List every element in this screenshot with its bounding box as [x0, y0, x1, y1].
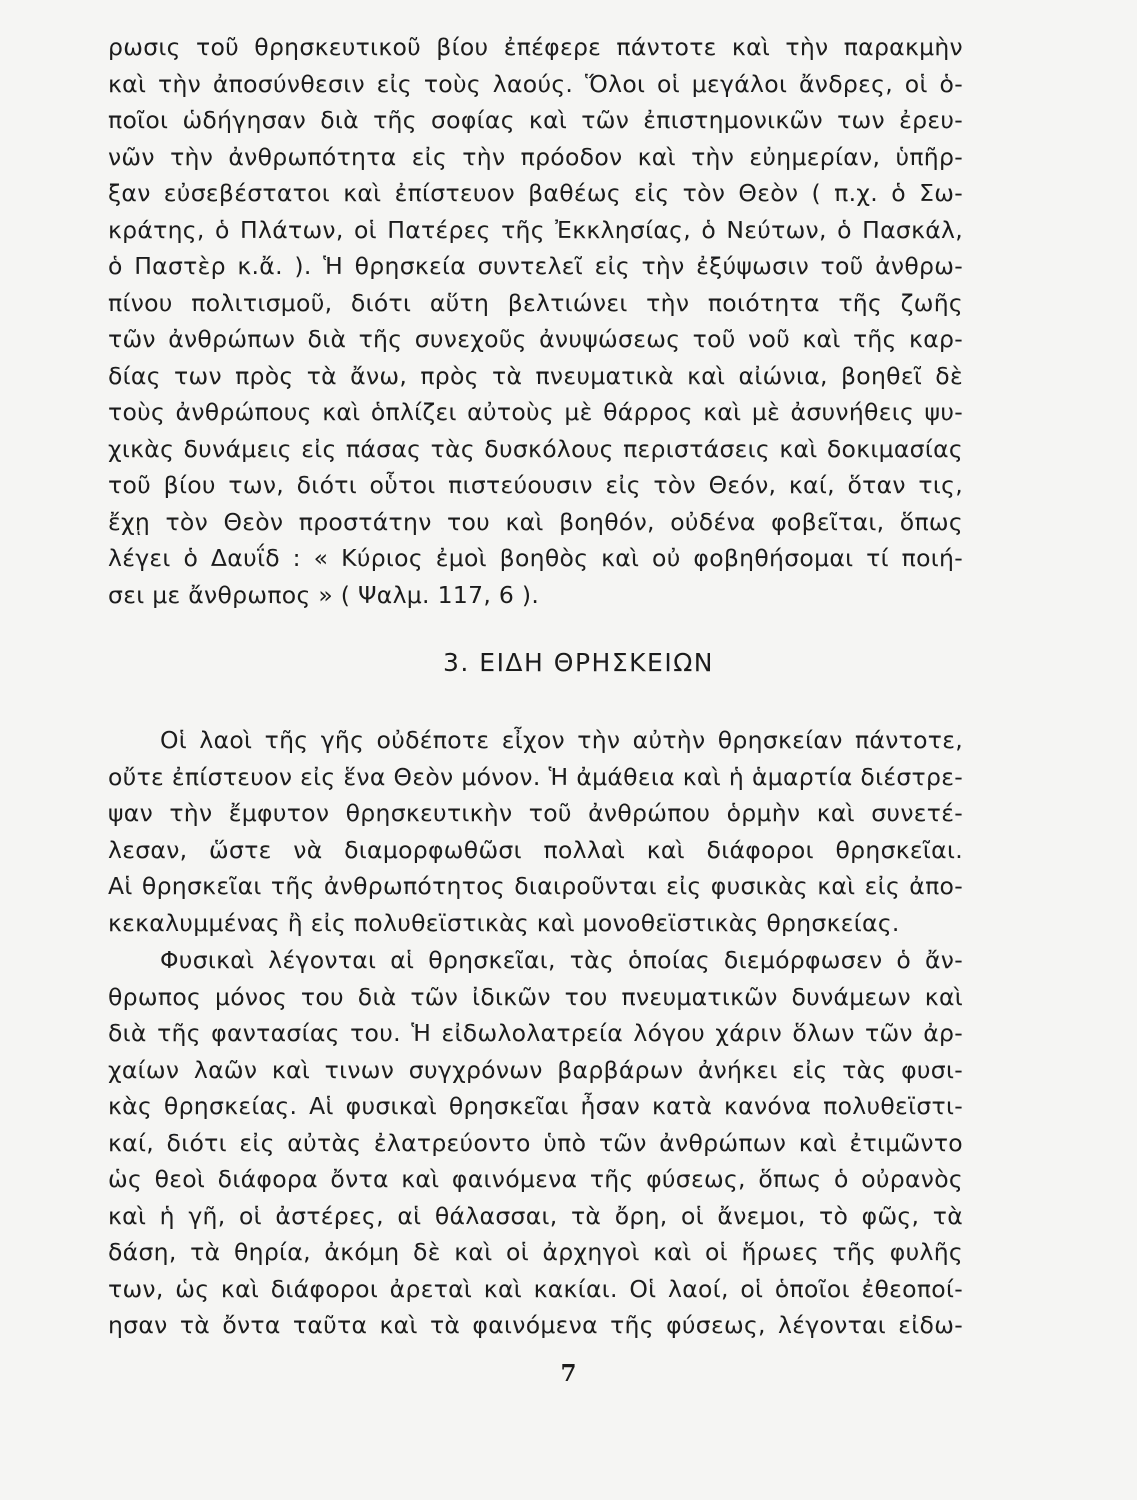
text-line: διὰ τῆς φαντασίας του. Ἡ εἰδωλολατρεία λόγου χάριν ὅλων τῶν ἀρ- — [108, 1019, 963, 1047]
text-line: νῶν τὴν ἀνθρωπότητα εἰς τὴν πρόοδον καὶ τὴν εὐημερίαν, ὑπῆρ- — [108, 142, 963, 171]
text-line: τοῦ βίου των, διότι οὗτοι πιστεύουσιν εἰς τὸν Θεόν, καί, ὅταν τις, — [108, 471, 963, 499]
text-line: ὁ Παστὲρ κ.ἄ. ). Ἡ θρησκεία συντελεῖ εἰς τὴν ἐξύψωσιν τοῦ ἀνθρω- — [108, 252, 963, 280]
text-line: των, ὡς καὶ διάφοροι ἀρεταὶ καὶ κακίαι. Οἱ λαοί, οἱ ὁποῖοι ἐθεοποί- — [108, 1274, 963, 1303]
text-line: Αἱ θρησκεῖαι τῆς ἀνθρωπότητος διαιροῦνται εἰς φυσικὰς καὶ εἰς ἀπο- — [108, 872, 963, 900]
page-number: 7 — [560, 1360, 577, 1387]
text-line: τῶν ἀνθρώπων διὰ τῆς συνεχοῦς ἀνυψώσεως τοῦ νοῦ καὶ τῆς καρ- — [108, 325, 963, 353]
text-line: καὶ τὴν ἀποσύνθεσιν εἰς τοὺς λαούς. Ὅλοι οἱ μεγάλοι ἄνδρες, οἱ ὁ- — [108, 69, 963, 98]
text-line: οὔτε ἐπίστευον εἰς ἕνα Θεὸν μόνον. Ἡ ἀμάθεια καὶ ἡ ἁμαρτία διέστρε- — [108, 762, 963, 791]
text-line: ψαν τὴν ἔμφυτον θρησκευτικὴν τοῦ ἀνθρώπου ὁρμὴν καὶ συνετέ- — [108, 799, 963, 827]
text-line: χαίων λαῶν καὶ τινων συγχρόνων βαρβάρων ἀνήκει εἰς τὰς φυσι- — [108, 1055, 963, 1084]
text-line: ρωσις τοῦ θρησκευτικοῦ βίου ἐπέφερε πάντοτε καὶ τὴν παρακμὴν — [108, 33, 963, 61]
text-line: τοὺς ἀνθρώπους καὶ ὁπλίζει αὐτοὺς μὲ θάρρος καὶ μὲ ἀσυνήθεις ψυ- — [108, 398, 963, 426]
text-line: σει με ἄνθρωπος » ( Ψαλμ. 117, 6 ). — [108, 580, 540, 609]
text-line: ὡς θεοὶ διάφορα ὄντα καὶ φαινόμενα τῆς φύσεως, ὅπως ὁ οὐρανὸς — [108, 1165, 963, 1193]
text-line: πίνου πολιτισμοῦ, διότι αὕτη βελτιώνει τὴν ποιότητα τῆς ζωῆς — [108, 288, 963, 317]
text-line: χικὰς δυνάμεις εἰς πάσας τὰς δυσκόλους περιστάσεις καὶ δοκιμασίας — [108, 434, 963, 463]
text-line: καί, διότι εἰς αὐτὰς ἐλατρεύοντο ὑπὸ τῶν ἀνθρώπων καὶ ἐτιμῶντο — [108, 1128, 963, 1157]
text-line: θρωπος μόνος του διὰ τῶν ἰδικῶν του πνευματικῶν δυνάμεων καὶ — [108, 982, 963, 1011]
text-line: λεσαν, ὥστε νὰ διαμορφωθῶσι πολλαὶ καὶ διάφοροι θρησκεῖαι. — [108, 835, 963, 864]
text-line: κὰς θρησκείας. Αἱ φυσικαὶ θρησκεῖαι ἦσαν κατὰ κανόνα πολυθεϊστι- — [108, 1092, 963, 1120]
text-line: ησαν τὰ ὄντα ταῦτα καὶ τὰ φαινόμενα τῆς φύσεως, λέγονται εἰδω- — [108, 1311, 963, 1339]
section-heading: 3. ΕΙΔΗ ΘΡΗΣΚΕΙΩΝ — [442, 648, 715, 677]
text-line: κράτης, ὁ Πλάτων, οἱ Πατέρες τῆς Ἐκκλησίας, ὁ Νεύτων, ὁ Πασκάλ, — [108, 215, 963, 244]
text-line: ἔχῃ τὸν Θεὸν προστάτην του καὶ βοηθόν, οὐδένα φοβεῖται, ὅπως — [108, 507, 963, 536]
text-line: Φυσικαὶ λέγονται αἱ θρησκεῖαι, τὰς ὁποίας διεμόρφωσεν ὁ ἄν- — [160, 946, 963, 974]
text-line: καὶ ἡ γῆ, οἱ ἀστέρες, αἱ θάλασσαι, τὰ ὄρη, οἱ ἄνεμοι, τὸ φῶς, τὰ — [108, 1201, 963, 1230]
text-line: κεκαλυμμένας ἢ εἰς πολυθεϊστικὰς καὶ μονοθεϊστικὰς θρησκείας. — [108, 908, 900, 937]
text-line: ποῖοι ὡδήγησαν διὰ τῆς σοφίας καὶ τῶν ἐπιστημονικῶν των ἐρευ- — [108, 106, 963, 134]
text-line: Οἱ λαοὶ τῆς γῆς οὐδέποτε εἶχον τὴν αὐτὴν θρησκείαν πάντοτε, — [160, 726, 963, 754]
text-line: λέγει ὁ Δαυΐδ : « Κύριος ἐμοὶ βοηθὸς καὶ οὐ φοβηθήσομαι τί ποιή- — [108, 544, 963, 572]
text-line: ξαν εὐσεβέστατοι καὶ ἐπίστευον βαθέως εἰς τὸν Θεὸν ( π.χ. ὁ Σω- — [108, 179, 963, 207]
text-line: δίας των πρὸς τὰ ἄνω, πρὸς τὰ πνευματικὰ καὶ αἰώνια, βοηθεῖ δὲ — [108, 361, 963, 390]
text-line: δάση, τὰ θηρία, ἀκόμη δὲ καὶ οἱ ἀρχηγοὶ καὶ οἱ ἥρωες τῆς φυλῆς — [108, 1238, 963, 1266]
